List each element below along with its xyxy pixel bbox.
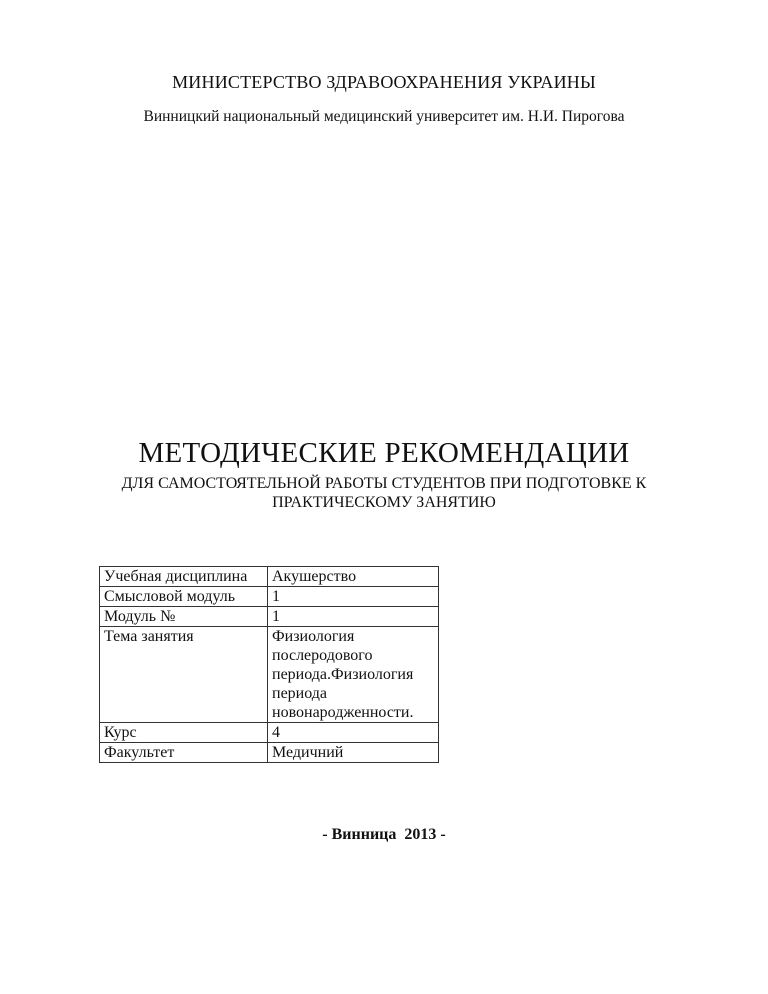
row-value-faculty: Медичний	[268, 743, 439, 763]
subtitle-line-1: ДЛЯ САМОСТОЯТЕЛЬНОЙ РАБОТЫ СТУДЕНТОВ ПРИ ПОДГОТОВКЕ К	[121, 475, 647, 492]
row-value-module: 1	[268, 607, 439, 627]
table-row	[100, 587, 439, 607]
university-name: Винницкий национальный медицинский университет им. Н.И. Пирогова	[143, 108, 625, 125]
row-label-module: Модуль №	[100, 607, 268, 627]
row-value-topic: Физиология послеродового периода.Физиология периода новонародженности.	[268, 627, 439, 723]
row-value-course: 4	[268, 723, 439, 743]
row-label-discipline: Учебная дисциплина	[100, 567, 268, 587]
row-label-topic: Тема занятия	[100, 627, 268, 723]
row-label-faculty: Факультет	[100, 743, 268, 763]
course-info-table	[99, 566, 439, 763]
row-value-discipline: Акушерство	[268, 567, 439, 587]
table-row	[100, 627, 439, 723]
document-subtitle	[84, 474, 684, 512]
row-label-course: Курс	[100, 723, 268, 743]
table-row	[100, 723, 439, 743]
table-row	[100, 743, 439, 763]
subtitle-line-2: ПРАКТИЧЕСКОМУ ЗАНЯТИЮ	[272, 494, 496, 511]
row-value-semantic-module: 1	[268, 587, 439, 607]
row-label-semantic-module: Смысловой модуль	[100, 587, 268, 607]
ministry-heading: МИНИСТЕРСТВО ЗДРАВООХРАНЕНИЯ УКРАИНЫ	[172, 72, 596, 92]
document-title: МЕТОДИЧЕСКИЕ РЕКОМЕНДАЦИИ	[138, 437, 630, 469]
table-row	[100, 567, 439, 587]
city-year-footer: - Винница 2013 -	[322, 826, 446, 843]
table-row	[100, 607, 439, 627]
